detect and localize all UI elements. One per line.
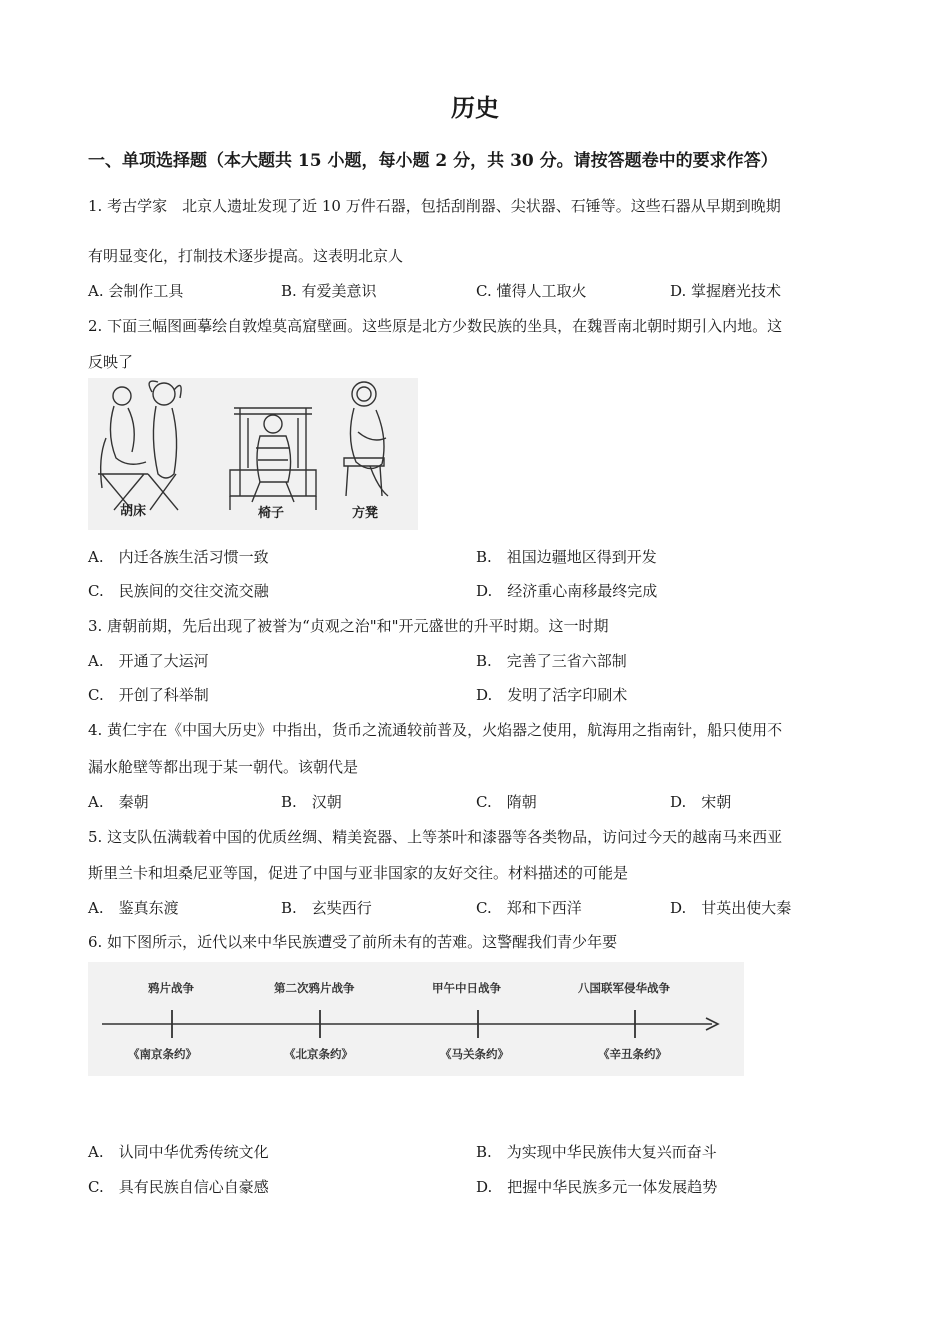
question-3-line-1: 3. 唐朝前期，先后出现了被誉为“贞观之治"和"开元盛世的升平时期。这一时期 [88, 617, 609, 635]
mural-figures-image [88, 378, 418, 530]
question-1-option-d: D. 掌握磨光技术 [670, 282, 782, 300]
timeline-treaty-1: 《南京条约》 [128, 1047, 197, 1061]
question-5-option-d: D. 甘英出使大秦 [670, 899, 792, 917]
question-3-option-d: D. 发明了活字印刷术 [476, 686, 628, 704]
question-6-option-a: A. 认同中华优秀传统文化 [88, 1143, 269, 1161]
question-1-line-2: 有明显变化，打制技术逐步提高。这表明北京人 [88, 247, 404, 265]
timeline-treaty-2: 《北京条约》 [284, 1047, 353, 1061]
question-4-option-b: B. 汉朝 [281, 793, 342, 811]
question-5-option-a: A. 鉴真东渡 [88, 899, 179, 917]
timeline-image [88, 962, 744, 1076]
question-1-option-c: C. 懂得人工取火 [476, 282, 587, 300]
question-4-line-2: 漏水舱壁等都出现于某一朝代。该朝代是 [88, 758, 359, 776]
figure-label-huchuang: 胡床 [120, 504, 147, 519]
question-6-line-1: 6. 如下图所示，近代以来中华民族遭受了前所未有的苦难。这警醒我们青少年要 [88, 933, 618, 951]
question-2-option-a: A. 内迁各族生活习惯一致 [88, 548, 269, 566]
question-1-option-b: B. 有爱美意识 [281, 282, 377, 300]
question-2-line-1: 2. 下面三幅图画摹绘自敦煌莫高窟壁画。这些原是北方少数民族的坐具，在魏晋南北朝时期引入内地。这 [88, 317, 783, 335]
question-3-option-c: C. 开创了科举制 [88, 686, 209, 704]
question-4-line-1: 4. 黄仁宇在《中国大历史》中指出，货币之流通较前普及，火焰器之使用，航海用之指南针，船只使用不 [88, 721, 783, 739]
question-4-option-d: D. 宋朝 [670, 793, 732, 811]
question-3-option-a: A. 开通了大运河 [88, 652, 209, 670]
question-4-option-a: A. 秦朝 [88, 793, 149, 811]
question-6-option-b: B. 为实现中华民族伟大复兴而奋斗 [476, 1143, 717, 1161]
question-6-option-d: D. 把握中华民族多元一体发展趋势 [476, 1178, 718, 1196]
section-heading: 一、单项选择题（本大题共 15 小题，每小题 2 分，共 30 分。请按答题卷中的要求作答） [88, 151, 778, 171]
question-5-option-c: C. 郑和下西洋 [476, 899, 582, 917]
question-6-option-c: C. 具有民族自信心自豪感 [88, 1178, 269, 1196]
timeline-war-1: 鸦片战争 [148, 981, 194, 995]
question-5-line-1: 5. 这支队伍满载着中国的优质丝绸、精美瓷器、上等茶叶和漆器等各类物品，访问过今天的越南马来西亚 [88, 828, 783, 846]
question-1-line-1: 1. 考古学家 北京人遗址发现了近 10 万件石器，包括刮削器、尖状器、石锤等。这些石器从早期到晚期 [88, 197, 781, 215]
timeline-war-3: 甲午中日战争 [432, 981, 501, 995]
question-2-option-b: B. 祖国边疆地区得到开发 [476, 548, 657, 566]
question-2-option-c: C. 民族间的交往交流交融 [88, 582, 269, 600]
figure-label-chair: 椅子 [258, 506, 285, 521]
timeline-treaty-3: 《马关条约》 [440, 1047, 509, 1061]
question-5-option-b: B. 玄奘西行 [281, 899, 372, 917]
question-2-line-2: 反映了 [88, 353, 134, 371]
question-5-line-2: 斯里兰卡和坦桑尼亚等国，促进了中国与亚非国家的友好交往。材料描述的可能是 [88, 864, 629, 882]
timeline-treaty-4: 《辛丑条约》 [598, 1047, 667, 1061]
timeline-war-2: 第二次鸦片战争 [274, 981, 355, 995]
timeline-war-4: 八国联军侵华战争 [578, 981, 670, 995]
question-2-option-d: D. 经济重心南移最终完成 [476, 582, 658, 600]
question-4-option-c: C. 隋朝 [476, 793, 537, 811]
page-title: 历史 [451, 93, 499, 122]
question-3-option-b: B. 完善了三省六部制 [476, 652, 627, 670]
figure-label-stool: 方凳 [352, 506, 379, 521]
question-1-option-a: A. 会制作工具 [88, 282, 184, 300]
